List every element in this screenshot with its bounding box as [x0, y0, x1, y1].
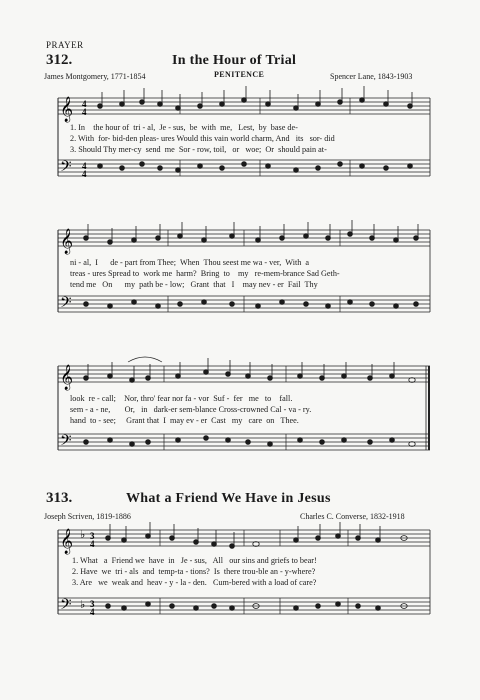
svg-text:4: 4: [82, 99, 87, 109]
svg-text:4: 4: [82, 169, 87, 179]
hymn-number: 312.: [46, 52, 73, 68]
lyric-line: 1. What a Friend we have in Je - sus, All our sins and griefs to bear!: [72, 556, 317, 565]
lyric-line: 2. With for- bid-den pleas- ures Would this vain world charm, And its sor- did: [70, 134, 335, 143]
svg-text:𝄢: 𝄢: [60, 294, 72, 315]
lyric-line: ni - al, I de - part from Thee; When Thou seest me wa - ver, With a: [70, 258, 310, 267]
svg-text:𝄞: 𝄞: [60, 365, 74, 390]
hymn-title: What a Friend We Have in Jesus: [126, 491, 331, 506]
lyric-line: hand to - see; Grant that I may ev - er Cast my care on Thee.: [70, 416, 299, 425]
svg-text:𝄢: 𝄢: [60, 596, 72, 617]
hymn-author: Joseph Scriven, 1819-1886: [44, 512, 131, 521]
svg-text:4: 4: [90, 607, 95, 617]
lyric-line: look re - call; Nor, thro' fear nor fa - vor Suf - fer me to fall.: [70, 394, 293, 403]
lyric-line: treas - ures Spread to work me harm? Bring to my re-mem-brance Sad Geth-: [70, 269, 340, 278]
lyric-line: 3. Should Thy mer-cy send me Sor - row, toil, or woe; Or should pain at-: [70, 145, 327, 154]
lyric-line: 3. Are we weak and heav - y - la - den. Cum-bered with a load of care?: [72, 578, 317, 587]
hymn-composer: Charles C. Converse, 1832-1918: [300, 512, 405, 521]
lyric-line: 1. In the hour of tri - al, Je - sus, be with me, Lest, by base de-: [70, 123, 298, 132]
hymn-number: 313.: [46, 490, 73, 506]
svg-text:𝄞: 𝄞: [60, 97, 74, 122]
lyrics-system-313: [72, 555, 317, 588]
svg-text:4: 4: [90, 539, 95, 549]
svg-text:4: 4: [82, 107, 87, 117]
svg-text:♭: ♭: [80, 599, 86, 611]
hymn-title: In the Hour of Trial: [172, 53, 297, 68]
lyric-line: tend me On my path be - low; Grant that I may nev - er Fail Thy: [70, 280, 318, 289]
hymn-composer: Spencer Lane, 1843-1903: [330, 72, 413, 81]
svg-text:𝄞: 𝄞: [60, 229, 74, 254]
svg-text:4: 4: [82, 161, 87, 171]
svg-text:𝄞: 𝄞: [60, 529, 74, 554]
tune-name: PENITENCE: [214, 70, 265, 79]
svg-text:𝄢: 𝄢: [60, 158, 72, 179]
section-label: PRAYER: [46, 40, 84, 50]
lyric-line: sem - a - ne, Or, in dark-er sem-blance Cross-crowned Cal - va - ry.: [70, 405, 312, 414]
lyrics-system-3: [70, 393, 311, 426]
lyrics-system-1: [70, 122, 335, 155]
svg-text:3: 3: [90, 531, 95, 541]
lyric-line: 2. Have we tri - als and temp-ta - tions? Is there trou-ble an - y-where?: [72, 567, 316, 576]
svg-text:𝄢: 𝄢: [60, 432, 72, 453]
svg-text:♭: ♭: [80, 529, 86, 541]
svg-text:3: 3: [90, 599, 95, 609]
lyrics-system-2: [70, 257, 340, 290]
hymn-author: James Montgomery, 1771-1854: [44, 72, 146, 81]
